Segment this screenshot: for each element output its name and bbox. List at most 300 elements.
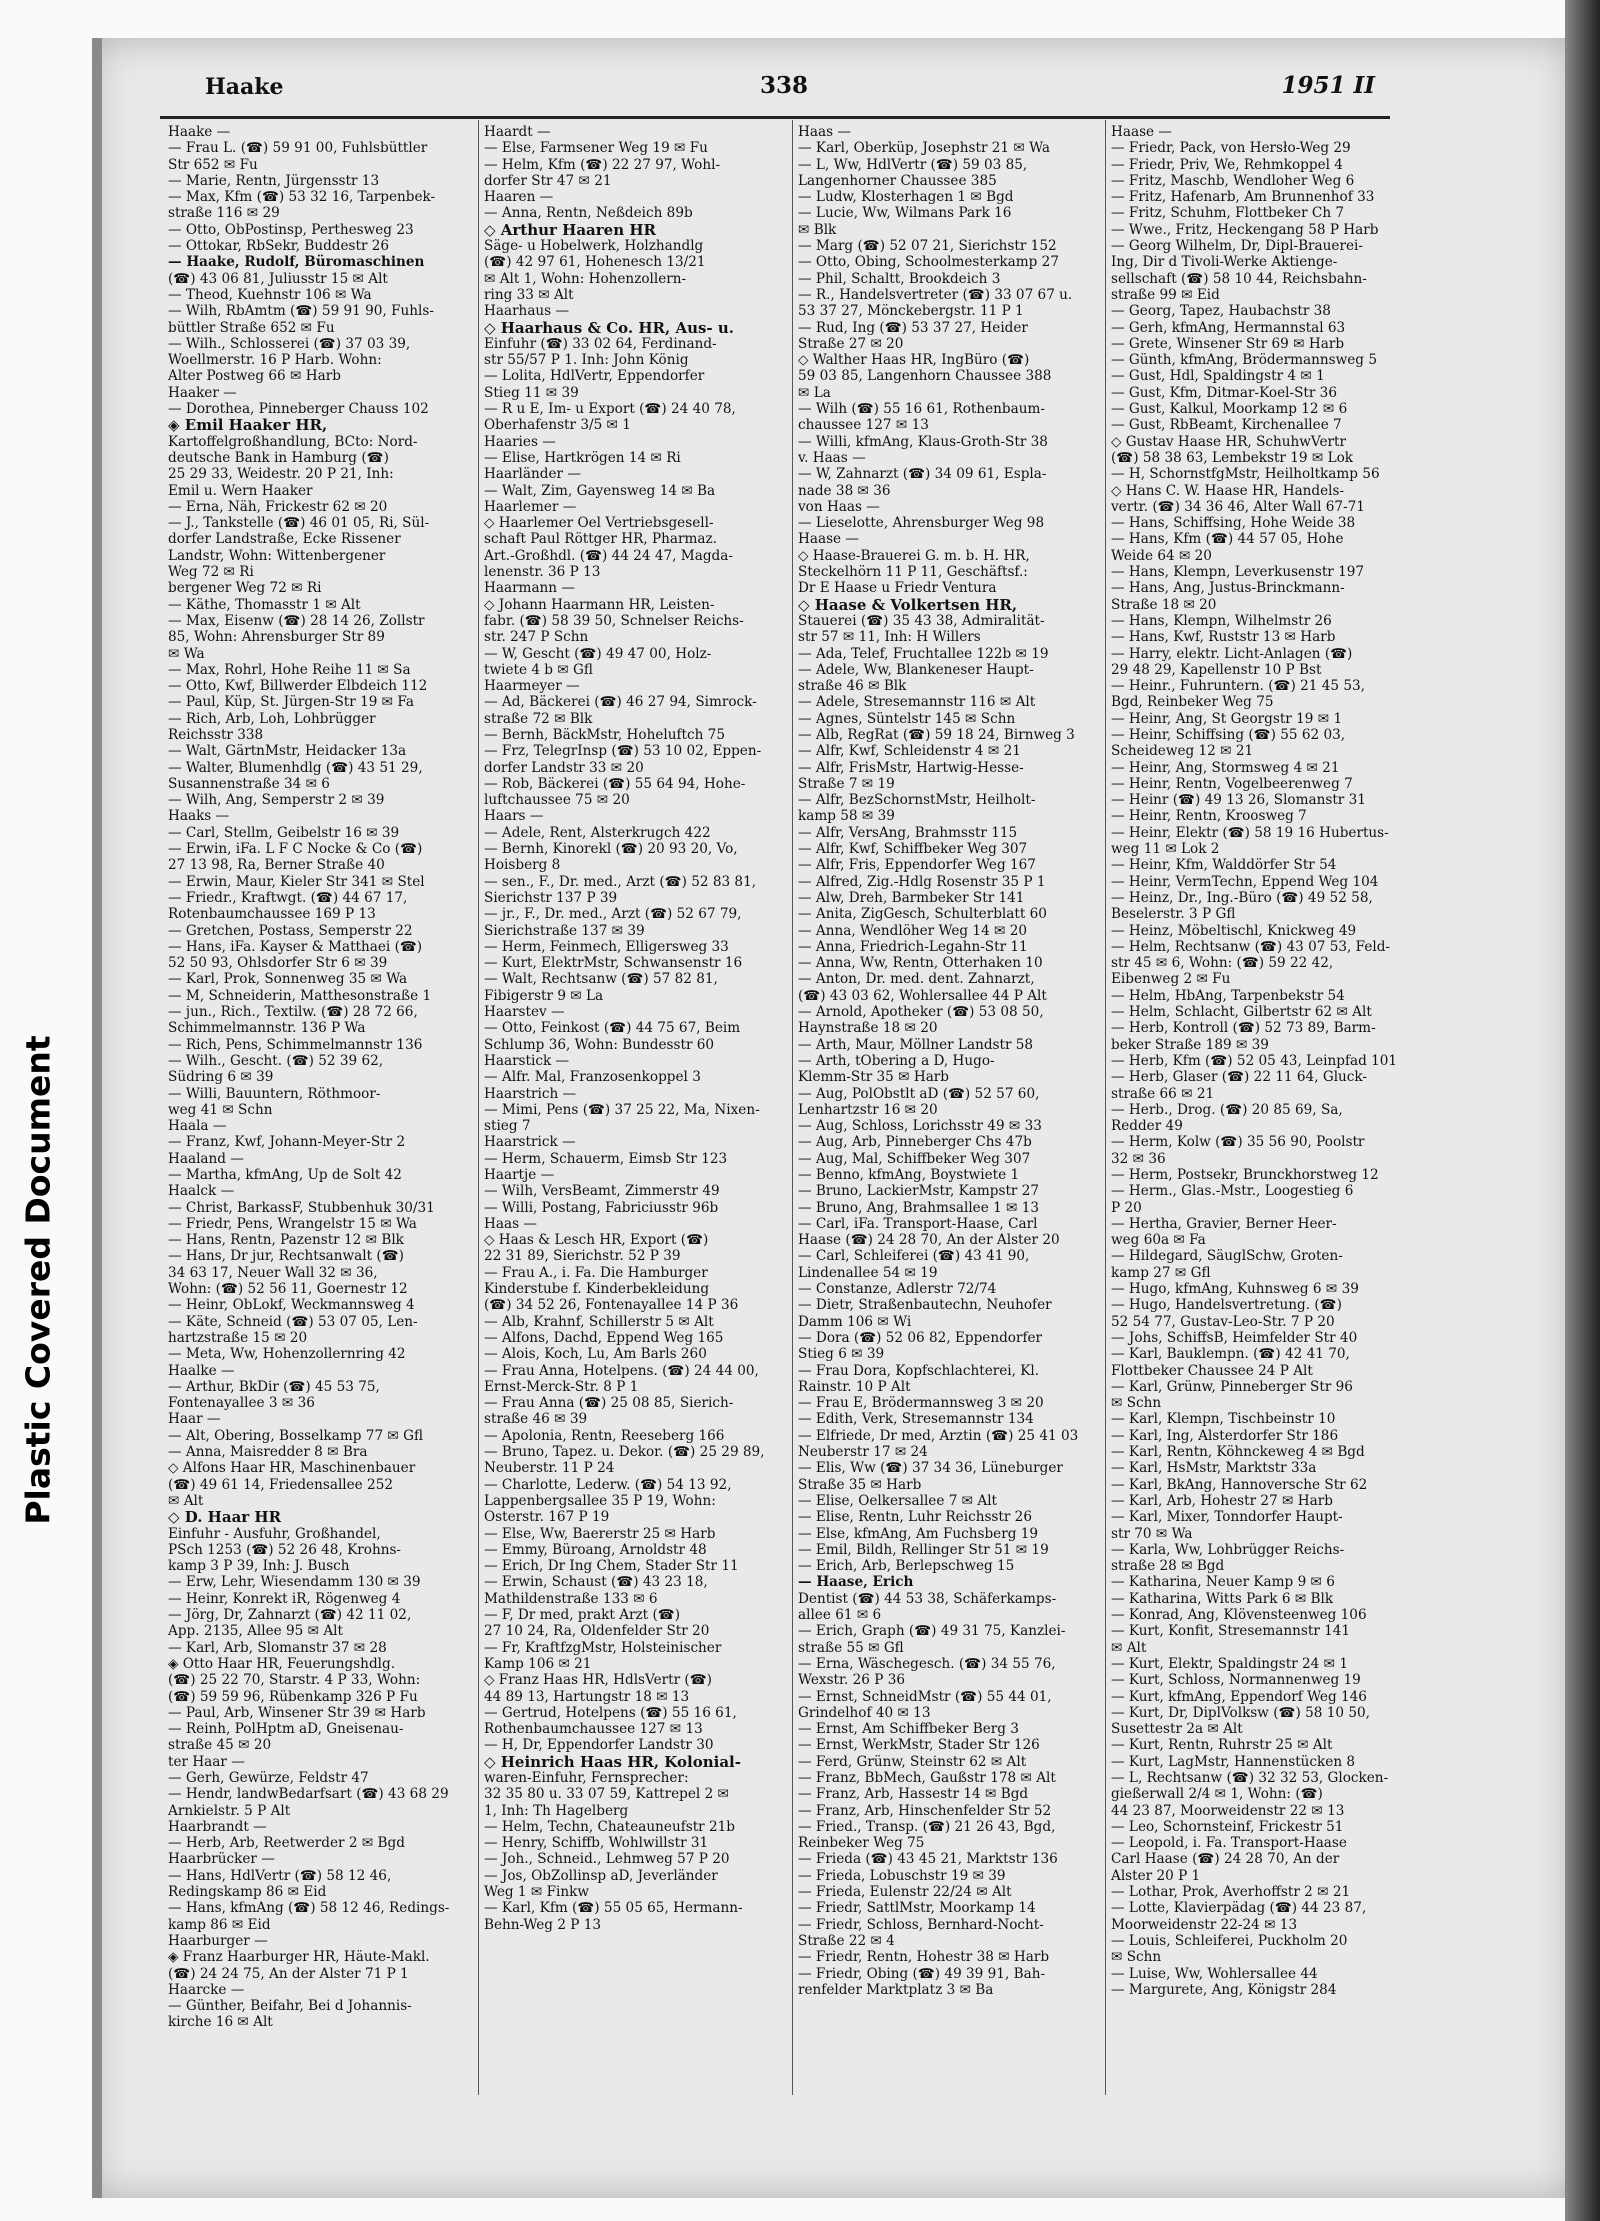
- directory-entry: Haarhaus —: [484, 303, 570, 320]
- directory-entry: — Max, Rohrl, Hohe Reihe 11 ✉ Sa: [168, 661, 411, 678]
- directory-entry: — Hans, Ang, Justus-Brinckmann-: [1111, 580, 1345, 597]
- directory-entry: — Heinr, ObLokf, Weckmannsweg 4: [168, 1297, 415, 1314]
- entry-continuation-line: Dentist (☎) 44 53 38, Schäferkamps-: [798, 1590, 1057, 1607]
- year-text: 1951: [1281, 72, 1346, 99]
- entry-continuation-line: 29 48 29, Kapellenstr 10 P Bst: [1111, 661, 1322, 678]
- directory-entry: — Karl, Bauklempn. (☎) 42 41 70,: [1111, 1346, 1350, 1363]
- entry-continuation-line: fabr. (☎) 58 39 50, Schnelser Reichs-: [484, 612, 744, 629]
- directory-entry: — Karl, Arb, Hohestr 27 ✉ Harb: [1111, 1492, 1333, 1509]
- directory-entry: — Hans, HdlVertr (☎) 58 12 46,: [168, 1867, 392, 1884]
- entry-continuation-line: (☎) 43 06 81, Juliusstr 15 ✉ Alt: [168, 270, 388, 287]
- directory-entry: — Wilh., Gescht. (☎) 52 39 62,: [168, 1052, 384, 1069]
- directory-entry: — Heinr (☎) 49 13 26, Slomanstr 31: [1111, 792, 1366, 809]
- entry-continuation-line: (☎) 42 97 61, Hohenesch 13/21: [484, 254, 706, 271]
- entry-continuation-line: renfelder Marktplatz 3 ✉ Ba: [798, 1981, 994, 1998]
- entry-continuation-line: Kamp 106 ✉ 21: [484, 1655, 592, 1672]
- directory-entry: — Karl, HsMstr, Marktstr 33a: [1111, 1460, 1317, 1477]
- directory-entry: ◇ Johann Haarmann HR, Leisten-: [484, 596, 715, 613]
- directory-entry: Haarmeyer —: [484, 678, 580, 695]
- directory-entry: — Else, kfmAng, Am Fuchsberg 19: [798, 1525, 1039, 1542]
- directory-entry: — Gerh, Gewürze, Feldstr 47: [168, 1769, 369, 1786]
- directory-entry: Haas —: [798, 124, 851, 140]
- directory-entry: — Haake, Rudolf, Büromaschinen: [168, 254, 425, 271]
- directory-entry: — Joh., Schneid., Lehmweg 57 P 20: [484, 1851, 730, 1868]
- entry-continuation-line: 44 89 13, Hartungstr 18 ✉ 13: [484, 1688, 690, 1705]
- directory-entry: — Hans, Schiffsing, Hohe Weide 38: [1111, 515, 1356, 532]
- entry-continuation-line: straße 46 ✉ Blk: [798, 678, 907, 695]
- directory-entry: Haase —: [1111, 124, 1172, 140]
- directory-entry: — Aug, Mal, Schiffbeker Weg 307: [798, 1150, 1031, 1167]
- directory-entry: — Franz, Kwf, Johann-Meyer-Str 2: [168, 1134, 406, 1151]
- directory-entry: — Bruno, Ang, Brahmsallee 1 ✉ 13: [798, 1199, 1040, 1216]
- directory-entry: — Jos, ObZollinsp aD, Jeverländer: [484, 1867, 718, 1884]
- directory-entry: — Alfr, VersAng, Brahmsstr 115: [798, 824, 1018, 841]
- directory-entry: — Georg, Tapez, Haubachstr 38: [1111, 303, 1331, 320]
- directory-entry: — Kurt, kfmAng, Eppendorf Weg 146: [1111, 1688, 1367, 1705]
- entry-continuation-line: Rothenbaumchaussee 127 ✉ 13: [484, 1721, 703, 1738]
- directory-entry: — Herm., Glas.-Mstr., Loogestieg 6: [1111, 1183, 1354, 1200]
- directory-entry: — Walt, Zim, Gayensweg 14 ✉ Ba: [484, 482, 716, 499]
- directory-entry: ◈ Otto Haar HR, Feuerungshdlg.: [168, 1655, 396, 1672]
- entry-continuation-line: Steckelhörn 11 P 11, Geschäftsf.:: [798, 564, 1028, 581]
- directory-entry: — Phil, Schaltt, Brookdeich 3: [798, 270, 1001, 287]
- directory-entry: — Agnes, Süntelstr 145 ✉ Schn: [798, 710, 1016, 727]
- directory-entry: — Katharina, Witts Park 6 ✉ Blk: [1111, 1590, 1334, 1607]
- directory-entry: — Jörg, Dr, Zahnarzt (☎) 42 11 02,: [168, 1607, 412, 1624]
- directory-entry: — Otto, ObPostinsp, Perthesweg 23: [168, 221, 414, 238]
- entry-continuation-line: büttler Straße 652 ✉ Fu: [168, 319, 335, 336]
- directory-entry: — Karl, BkAng, Hannoversche Str 62: [1111, 1476, 1368, 1493]
- directory-entry: — Erna, Wäschegesch. (☎) 34 55 76,: [798, 1655, 1056, 1672]
- directory-entry: — Katharina, Neuer Kamp 9 ✉ 6: [1111, 1574, 1335, 1591]
- directory-entry: — Arthur, BkDir (☎) 45 53 75,: [168, 1378, 380, 1395]
- directory-entry: — Louis, Schleiferei, Puckholm 20: [1111, 1932, 1348, 1949]
- directory-entry: — Grete, Winsener Str 69 ✉ Harb: [1111, 335, 1345, 352]
- directory-entry: — Mimi, Pens (☎) 37 25 22, Ma, Nixen-: [484, 1101, 760, 1118]
- directory-entry: — Lothar, Prok, Averhoffstr 2 ✉ 21: [1111, 1884, 1351, 1901]
- entry-continuation-line: PSch 1253 (☎) 52 26 48, Krohns-: [168, 1541, 402, 1558]
- directory-entry: — H, Dr, Eppendorfer Landstr 30: [484, 1737, 714, 1754]
- directory-entry: — Alfr, Kwf, Schleidenstr 4 ✉ 21: [798, 743, 1021, 760]
- entry-continuation-line: Kinderstube f. Kinderbekleidung: [484, 1281, 710, 1298]
- directory-entry: — Kurt, LagMstr, Hannenstücken 8: [1111, 1753, 1356, 1770]
- directory-entry: — Kurt, Schloss, Normannenweg 19: [1111, 1672, 1361, 1689]
- entry-continuation-line: 25 29 33, Weidestr. 20 P 21, Inh:: [168, 466, 394, 483]
- directory-entry: — Ada, Telef, Fruchtallee 122b ✉ 19: [798, 645, 1049, 662]
- directory-entry: — L, Rechtsanw (☎) 32 32 53, Glocken-: [1111, 1769, 1389, 1786]
- directory-entry: — Herb, Glaser (☎) 22 11 64, Gluck-: [1111, 1069, 1368, 1086]
- directory-entry: — Friedr, Obing (☎) 49 39 91, Bah-: [798, 1965, 1046, 1982]
- directory-entry: — W, Zahnarzt (☎) 34 09 61, Espla-: [798, 466, 1047, 483]
- entry-continuation-line: Eibenweg 2 ✉ Fu: [1111, 971, 1231, 988]
- entry-continuation-line: Stauerei (☎) 35 43 38, Admiralität-: [798, 612, 1045, 629]
- directory-entry: — R u E, Im- u Export (☎) 24 40 78,: [484, 401, 736, 418]
- entry-continuation-line: Landstr, Wohn: Wittenbergener: [168, 547, 386, 564]
- entry-continuation-line: Beselerstr. 3 P Gfl: [1111, 906, 1236, 923]
- entry-continuation-line: Art.-Großhdl. (☎) 44 24 47, Magda-: [484, 547, 733, 564]
- entry-continuation-line: chaussee 127 ✉ 13: [798, 417, 929, 434]
- directory-entry: — Hans, iFa. Kayser & Matthaei (☎): [168, 938, 423, 955]
- entry-continuation-line: kamp 58 ✉ 39: [798, 808, 895, 825]
- entry-continuation-line: straße 66 ✉ 21: [1111, 1085, 1215, 1102]
- entry-continuation-line: Susannenstraße 34 ✉ 6: [168, 775, 330, 792]
- entry-continuation-line: Redder 49: [1111, 1118, 1183, 1135]
- directory-entry: — Alfr, Fris, Eppendorfer Weg 167: [798, 857, 1036, 874]
- directory-entry: — Anna, Ww, Rentn, Otterhaken 10: [798, 955, 1043, 972]
- entry-continuation-line: (☎) 25 22 70, Starstr. 4 P 33, Wohn:: [168, 1672, 421, 1689]
- directory-entry: — Elis, Ww (☎) 37 34 36, Lüneburger: [798, 1460, 1063, 1477]
- directory-entry: — Karl, Grünw, Pinneberger Str 96: [1111, 1378, 1353, 1395]
- entry-continuation-line: (☎) 43 03 62, Wohlersallee 44 P Alt: [798, 987, 1047, 1004]
- entry-continuation-line: ✉ Schn: [1111, 1949, 1162, 1966]
- directory-entry: — Dietr, Straßenbautechn, Neuhofer: [798, 1297, 1052, 1314]
- entry-continuation-line: weg 60a ✉ Fa: [1111, 1232, 1206, 1249]
- directory-entry: — Helm, HbAng, Tarpenbekstr 54: [1111, 987, 1345, 1004]
- entry-continuation-line: Haynstraße 18 ✉ 20: [798, 1020, 938, 1037]
- entry-continuation-line: beker Straße 189 ✉ 39: [1111, 1036, 1269, 1053]
- directory-entry: — Alfr. Mal, Franzosenkoppel 3: [484, 1069, 701, 1086]
- directory-entry: — Aug, Schloss, Lorichsstr 49 ✉ 33: [798, 1118, 1042, 1135]
- directory-entry: Haarländer —: [484, 466, 581, 483]
- directory-entry: — Arth, Maur, Möllner Landstr 58: [798, 1036, 1034, 1053]
- directory-entry: — Frau E, Brödermannsweg 3 ✉ 20: [798, 1395, 1044, 1412]
- directory-entry: — Otto, Feinkost (☎) 44 75 67, Beim: [484, 1020, 741, 1037]
- entry-continuation-line: 32 ✉ 36: [1111, 1150, 1166, 1167]
- directory-entry: — Heinr, Ang, Stormsweg 4 ✉ 21: [1111, 759, 1340, 776]
- directory-entry: — Anita, ZigGesch, Schulterblatt 60: [798, 906, 1047, 923]
- directory-entry: — Carl, Schleiferei (☎) 43 41 90,: [798, 1248, 1030, 1265]
- directory-entry: — Heinr., Fuhruntern. (☎) 21 45 53,: [1111, 678, 1365, 695]
- entry-continuation-line: ✉ Blk: [798, 221, 837, 238]
- directory-entry: — Ottokar, RbSekr, Buddestr 26: [168, 238, 390, 255]
- entry-continuation-line: luftchaussee 75 ✉ 20: [484, 792, 630, 809]
- entry-continuation-line: twiete 4 b ✉ Gfl: [484, 661, 593, 678]
- directory-entry: — Hans, Kfm (☎) 44 57 05, Hohe: [1111, 531, 1344, 548]
- directory-entry: — Alb, RegRat (☎) 59 18 24, Birnweg 3: [798, 726, 1075, 743]
- directory-entry: — Franz, Arb, Hinschenfelder Str 52: [798, 1802, 1052, 1819]
- directory-entry: — Kurt, ElektrMstr, Schwansenstr 16: [484, 955, 743, 972]
- directory-entry: — W, Gescht (☎) 49 47 00, Holz-: [484, 645, 712, 662]
- entry-continuation-line: Reinbeker Weg 75: [798, 1835, 925, 1852]
- directory-entry: — Willi, Bauuntern, Röthmoor-: [168, 1085, 381, 1102]
- directory-entry: Haarlemer —: [484, 498, 577, 515]
- directory-entry: — Gretchen, Postass, Semperstr 22: [168, 922, 413, 939]
- directory-entry: — Frieda, Lobuschstr 19 ✉ 39: [798, 1867, 1006, 1884]
- directory-entry: — Wwe., Fritz, Heckengang 58 P Harb: [1111, 221, 1379, 238]
- directory-entry: — Karl, Rentn, Köhnckeweg 4 ✉ Bgd: [1111, 1444, 1365, 1461]
- directory-entry: Haaks —: [168, 808, 230, 825]
- directory-entry: — Herb, Arb, Reetwerder 2 ✉ Bgd: [168, 1835, 405, 1852]
- directory-entry: Haar —: [168, 1411, 221, 1428]
- entry-continuation-line: Sierichstraße 137 ✉ 39: [484, 922, 645, 939]
- directory-entry: — Frieda (☎) 43 45 21, Marktstr 136: [798, 1851, 1058, 1868]
- entry-continuation-line: Stieg 6 ✉ 39: [798, 1346, 885, 1363]
- directory-entry: — Frau Anna (☎) 25 08 85, Sierich-: [484, 1395, 734, 1412]
- directory-entry: v. Haas —: [798, 449, 866, 466]
- directory-entry: — Walt, GärtnMstr, Heidacker 13a: [168, 743, 407, 760]
- header-first-name: Haake: [205, 74, 284, 100]
- directory-entry: — Erich, Graph (☎) 49 31 75, Kanzlei-: [798, 1623, 1066, 1640]
- directory-entry: — Edith, Verk, Stresemannstr 134: [798, 1411, 1034, 1428]
- directory-entry: — Herb, Kontroll (☎) 52 73 89, Barm-: [1111, 1020, 1376, 1037]
- directory-entry: — Martha, kfmAng, Up de Solt 42: [168, 1167, 402, 1183]
- directory-entry: — Karl, Mixer, Tonndorfer Haupt-: [1111, 1509, 1343, 1526]
- directory-entry: — Elise, Hartkrögen 14 ✉ Ri: [484, 449, 681, 466]
- directory-entry: Haarcke —: [168, 1981, 245, 1998]
- directory-entry: Haarstrick —: [484, 1134, 576, 1151]
- directory-entry: — Lucie, Ww, Wilmans Park 16: [798, 205, 1012, 222]
- entry-continuation-line: Bgd, Reinbeker Weg 75: [1111, 694, 1274, 711]
- directory-entry: — Karl, Ing, Alsterdorfer Str 186: [1111, 1427, 1339, 1444]
- entry-continuation-line: Wexstr. 26 P 36: [798, 1672, 906, 1689]
- directory-entry: — Walt, Rechtsanw (☎) 57 82 81,: [484, 971, 718, 988]
- directory-entry: — Herb, Kfm (☎) 52 05 43, Leinpfad 101: [1111, 1052, 1398, 1069]
- entry-continuation-line: str 57 ✉ 11, Inh: H Willers: [798, 629, 981, 646]
- directory-entry: Haarbrücker —: [168, 1851, 275, 1868]
- directory-column-3: [798, 124, 1098, 1998]
- entry-continuation-line: Einfuhr (☎) 33 02 64, Ferdinand-: [484, 335, 717, 352]
- directory-entry: — Walter, Blumenhdlg (☎) 43 51 29,: [168, 759, 423, 776]
- entry-continuation-line: Stieg 11 ✉ 39: [484, 384, 579, 401]
- entry-continuation-line: Sierichstr 137 P 39: [484, 889, 618, 906]
- directory-column-4: [1111, 124, 1411, 1998]
- entry-continuation-line: 44 23 87, Moorweidenstr 22 ✉ 13: [1111, 1802, 1345, 1819]
- directory-entry: — Heinr, Rentn, Kroosweg 7: [1111, 808, 1307, 825]
- entry-continuation-line: allee 61 ✉ 6: [798, 1607, 882, 1624]
- directory-entry: — Frau A., i. Fa. Die Hamburger: [484, 1264, 708, 1281]
- directory-entry: — Frau L. (☎) 59 91 00, Fuhlsbüttler: [168, 140, 428, 157]
- directory-entry: — Alfr, FrisMstr, Hartwig-Hesse-: [798, 759, 1024, 776]
- directory-entry: — Ferd, Grünw, Steinstr 62 ✉ Alt: [798, 1753, 1027, 1770]
- directory-entry: — Bruno, LackierMstr, Kampstr 27: [798, 1183, 1040, 1200]
- directory-entry: — Erich, Arb, Berlepschweg 15: [798, 1558, 1015, 1575]
- entry-continuation-line: 27 10 24, Ra, Oldenfelder Str 20: [484, 1623, 710, 1640]
- directory-entry: — Herb., Drog. (☎) 20 85 69, Sa,: [1111, 1101, 1343, 1118]
- entry-continuation-line: 59 03 85, Langenhorn Chaussee 388: [798, 368, 1052, 385]
- entry-continuation-line: Carl Haase (☎) 24 28 70, An der: [1111, 1851, 1340, 1868]
- entry-continuation-line: straße 55 ✉ Gfl: [798, 1639, 904, 1656]
- page-gutter-shadow: [92, 38, 102, 2198]
- entry-continuation-line: weg 11 ✉ Lok 2: [1111, 841, 1220, 858]
- directory-entry: — Hans, Rentn, Pazenstr 12 ✉ Blk: [168, 1232, 404, 1249]
- entry-continuation-line: straße 28 ✉ Bgd: [1111, 1558, 1225, 1575]
- directory-entry: — Frau Dora, Kopfschlachterei, Kl.: [798, 1362, 1040, 1379]
- directory-column-2: [484, 124, 784, 1933]
- plastic-covered-label-text: Plastic Covered Document: [18, 1035, 58, 1525]
- directory-entry: — Hans, Klempn, Leverkusenstr 197: [1111, 564, 1365, 581]
- directory-entry: Haaland —: [168, 1150, 244, 1167]
- directory-entry: — Ernst, WerkMstr, Stader Str 126: [798, 1737, 1040, 1754]
- directory-entry: — Lotte, Klavierpädag (☎) 44 23 87,: [1111, 1900, 1367, 1917]
- directory-entry: Haaries —: [484, 433, 556, 450]
- directory-entry: — Heinr, Kfm, Walddörfer Str 54: [1111, 857, 1337, 874]
- directory-entry: — Helm, Rechtsanw (☎) 43 07 53, Feld-: [1111, 938, 1391, 955]
- directory-entry: — Hildegard, SäuglSchw, Groten-: [1111, 1248, 1343, 1265]
- directory-entry: ◇ Walther Haas HR, IngBüro (☎): [798, 352, 1030, 369]
- entry-continuation-line: App. 2135, Allee 95 ✉ Alt: [168, 1623, 343, 1640]
- entry-continuation-line: Woellmerstr. 16 P Harb. Wohn:: [168, 352, 382, 369]
- directory-entry: — Anna, Wendlöher Weg 14 ✉ 20: [798, 922, 1028, 939]
- entry-continuation-line: ✉ Schn: [1111, 1395, 1162, 1412]
- directory-entry: — Karla, Ww, Lohbrügger Reichs-: [1111, 1541, 1345, 1558]
- entry-continuation-line: ring 33 ✉ Alt: [484, 286, 574, 303]
- directory-entry: — Leo, Schornsteinf, Frickestr 51: [1111, 1818, 1344, 1835]
- directory-entry: Haas —: [484, 1215, 537, 1232]
- directory-entry: — Friedr, Priv, We, Rehmkoppel 4: [1111, 156, 1343, 173]
- directory-entry: — jr., F., Dr. med., Arzt (☎) 52 67 79,: [484, 906, 742, 923]
- directory-entry: — Constanze, Adlerstr 72/74: [798, 1281, 997, 1298]
- directory-entry: — Anna, Friedrich-Legahn-Str 11: [798, 938, 1028, 955]
- directory-entry: ◇ Alfons Haar HR, Maschinenbauer: [168, 1460, 416, 1477]
- directory-entry: — Adele, Stresemannstr 116 ✉ Alt: [798, 694, 1036, 711]
- entry-continuation-line: Osterstr. 167 P 19: [484, 1509, 610, 1526]
- directory-entry: — Franz, BbMech, Gaußstr 178 ✉ Alt: [798, 1769, 1056, 1786]
- entry-continuation-line: Str 652 ✉ Fu: [168, 156, 258, 173]
- directory-entry: — Ludw, Klosterhagen 1 ✉ Bgd: [798, 189, 1014, 206]
- directory-entry: — Arnold, Apotheker (☎) 53 08 50,: [798, 1004, 1044, 1021]
- directory-entry: — Else, Ww, Baererstr 25 ✉ Harb: [484, 1525, 716, 1542]
- directory-entry: — Karl, Klempn, Tischbeinstr 10: [1111, 1411, 1336, 1428]
- directory-entry: ◇ Haarlemer Oel Vertriebsgesell-: [484, 515, 714, 532]
- directory-entry: — Helm, Techn, Chateauneufstr 21b: [484, 1818, 735, 1835]
- entry-continuation-line: Straße 22 ✉ 4: [798, 1932, 895, 1949]
- directory-entry: — Heinz, Möbeltischl, Knickweg 49: [1111, 922, 1357, 939]
- directory-entry: — Rich, Arb, Loh, Lohbrügger: [168, 710, 376, 727]
- directory-entry: ◇ Haase & Volkertsen HR,: [798, 596, 1018, 613]
- entry-continuation-line: ✉ Alt 1, Wohn: Hohenzollern-: [484, 270, 687, 287]
- directory-entry: — Hans, Dr jur, Rechtsanwalt (☎): [168, 1248, 404, 1265]
- entry-continuation-line: Lenhartzstr 16 ✉ 20: [798, 1101, 938, 1118]
- entry-continuation-line: Säge- u Hobelwerk, Holzhandlg: [484, 238, 704, 255]
- directory-entry: — Gerh, kfmAng, Hermannstal 63: [1111, 319, 1346, 336]
- entry-continuation-line: (☎) 58 38 63, Lembekstr 19 ✉ Lok: [1111, 449, 1354, 466]
- directory-entry: Haardt —: [484, 124, 551, 140]
- entry-continuation-line: dorfer Landstr 33 ✉ 20: [484, 759, 644, 776]
- entry-continuation-line: kamp 3 P 39, Inh: J. Busch: [168, 1558, 350, 1575]
- directory-entry: ◇ Haarhaus & Co. HR, Aus- u.: [484, 319, 735, 336]
- directory-entry: — Hertha, Gravier, Berner Heer-: [1111, 1215, 1337, 1232]
- directory-entry: — Erich, Dr Ing Chem, Stader Str 11: [484, 1558, 739, 1575]
- directory-entry: — Carl, Stellm, Geibelstr 16 ✉ 39: [168, 824, 400, 841]
- directory-entry: — Bruno, Tapez. u. Dekor. (☎) 25 29 89,: [484, 1444, 765, 1461]
- directory-entry: — Emmy, Büroang, Arnoldstr 48: [484, 1541, 707, 1558]
- directory-entry: — Friedr, Rentn, Hohestr 38 ✉ Harb: [798, 1949, 1050, 1966]
- directory-entry: — Bernh, BäckMstr, Hoheluftch 75: [484, 726, 725, 743]
- directory-entry: — Karl, Kfm (☎) 55 05 65, Hermann-: [484, 1900, 743, 1917]
- directory-entry: — Franz, Arb, Hassestr 14 ✉ Bgd: [798, 1786, 1029, 1803]
- directory-entry: — Willi, Postang, Fabriciusstr 96b: [484, 1199, 719, 1216]
- entry-continuation-line: ✉ Alt: [168, 1492, 204, 1509]
- entry-continuation-line: (☎) 49 61 14, Friedensallee 252: [168, 1476, 393, 1493]
- directory-entry: — Frz, TelegrInsp (☎) 53 10 02, Eppen-: [484, 743, 762, 760]
- directory-entry: — Meta, Ww, Hohenzollernring 42: [168, 1346, 406, 1363]
- entry-continuation-line: Weg 72 ✉ Ri: [168, 564, 254, 581]
- directory-entry: — Harry, elektr. Licht-Anlagen (☎): [1111, 645, 1353, 662]
- directory-entry: — Erna, Näh, Frickestr 62 ✉ 20: [168, 498, 388, 515]
- entry-continuation-line: Weg 1 ✉ Finkw: [484, 1884, 590, 1901]
- entry-continuation-line: Dr E Haase u Friedr Ventura: [798, 580, 997, 597]
- entry-continuation-line: Reichsstr 338: [168, 726, 264, 743]
- entry-continuation-line: straße 46 ✉ 39: [484, 1411, 588, 1428]
- entry-continuation-line: Emil u. Wern Haaker: [168, 482, 313, 499]
- entry-continuation-line: Schimmelmannstr. 136 P Wa: [168, 1020, 366, 1037]
- directory-entry: — J., Tankstelle (☎) 46 01 05, Ri, Sül-: [168, 515, 430, 532]
- directory-entry: Haase —: [798, 531, 859, 548]
- entry-continuation-line: ✉ La: [798, 384, 831, 401]
- entry-continuation-line: Scheideweg 12 ✉ 21: [1111, 743, 1254, 760]
- entry-continuation-line: Lindenallee 54 ✉ 19: [798, 1264, 938, 1281]
- directory-entry: — Alfr, BezSchornstMstr, Heilholt-: [798, 792, 1036, 809]
- directory-entry: — Else, Farmsener Weg 19 ✉ Fu: [484, 140, 708, 157]
- directory-entry: — Frau Anna, Hotelpens. (☎) 24 44 00,: [484, 1362, 759, 1379]
- directory-entry: Haarburger —: [168, 1932, 268, 1949]
- directory-entry: — Alois, Koch, Lu, Am Barls 260: [484, 1346, 707, 1363]
- entry-continuation-line: Fontenayallee 3 ✉ 36: [168, 1395, 315, 1412]
- directory-entry: — Wilh, VersBeamt, Zimmerstr 49: [484, 1183, 720, 1200]
- entry-continuation-line: ✉ Alt: [1111, 1639, 1147, 1656]
- entry-continuation-line: Neuberstr 17 ✉ 24: [798, 1444, 928, 1461]
- directory-entry: — Günther, Beifahr, Bei d Johannis-: [168, 1998, 412, 2015]
- directory-entry: Haartje —: [484, 1167, 555, 1183]
- entry-continuation-line: gießerwall 2/4 ✉ 1, Wohn: (☎): [1111, 1786, 1323, 1803]
- directory-entry: Haaker —: [168, 384, 237, 401]
- directory-entry: — Wilh (☎) 55 16 61, Rothenbaum-: [798, 401, 1045, 418]
- directory-entry: Haalke —: [168, 1362, 235, 1379]
- directory-entry: — Aug, PolObstlt aD (☎) 52 57 60,: [798, 1085, 1040, 1102]
- entry-continuation-line: Langenhorner Chaussee 385: [798, 172, 997, 189]
- directory-entry: — Alfred, Zig.-Hdlg Rosenstr 35 P 1: [798, 873, 1046, 890]
- directory-entry: ◈ Emil Haaker HR,: [168, 417, 328, 434]
- directory-entry: — Max, Kfm (☎) 53 32 16, Tarpenbek-: [168, 189, 436, 206]
- directory-entry: — Alfons, Dachd, Eppend Weg 165: [484, 1329, 724, 1346]
- entry-continuation-line: Behn-Weg 2 P 13: [484, 1916, 602, 1933]
- directory-entry: — Apolonia, Rentn, Reeseberg 166: [484, 1427, 725, 1444]
- entry-continuation-line: dorfer Str 47 ✉ 21: [484, 172, 612, 189]
- directory-entry: — Wilh, Ang, Semperstr 2 ✉ 39: [168, 792, 385, 809]
- directory-entry: ◇ D. Haar HR: [168, 1509, 282, 1526]
- directory-entry: — Elise, Rentn, Luhr Reichsstr 26: [798, 1509, 1032, 1526]
- page-number: 338: [760, 72, 809, 99]
- directory-entry: — Hans, Kwf, Ruststr 13 ✉ Harb: [1111, 629, 1336, 646]
- entry-continuation-line: kamp 27 ✉ Gfl: [1111, 1264, 1211, 1281]
- directory-entry: Haars —: [484, 808, 544, 825]
- entry-continuation-line: Schlump 36, Wohn: Bundesstr 60: [484, 1036, 715, 1053]
- directory-entry: — Friedr, Pens, Wrangelstr 15 ✉ Wa: [168, 1215, 417, 1232]
- entry-continuation-line: Moorweidenstr 22-24 ✉ 13: [1111, 1916, 1298, 1933]
- entry-continuation-line: str 45 ✉ 6, Wohn: (☎) 59 22 42,: [1111, 955, 1334, 972]
- directory-entry: — Fr, KraftfzgMstr, Holsteinischer: [484, 1639, 722, 1656]
- entry-continuation-line: Oberhafenstr 3/5 ✉ 1: [484, 417, 631, 434]
- directory-entry: — Ad, Bäckerei (☎) 46 27 94, Simrock-: [484, 694, 757, 711]
- entry-continuation-line: 22 31 89, Sierichstr. 52 P 39: [484, 1248, 681, 1265]
- directory-entry: — Adele, Rent, Alsterkrugch 422: [484, 824, 711, 841]
- directory-entry: — Gust, Hdl, Spaldingstr 4 ✉ 1: [1111, 368, 1325, 385]
- directory-entry: — Heinr, VermTechn, Eppend Weg 104: [1111, 873, 1379, 890]
- directory-entry: — Hendr, landwBedarfsart (☎) 43 68 29: [168, 1786, 449, 1803]
- directory-entry: — Lolita, HdlVertr, Eppendorfer: [484, 368, 705, 385]
- directory-entry: — Marg (☎) 52 07 21, Sierichstr 152: [798, 238, 1057, 255]
- column-rule: [478, 120, 479, 2095]
- directory-entry: — Gust, Kalkul, Moorkamp 12 ✉ 6: [1111, 401, 1348, 418]
- directory-entry: — L, Ww, HdlVertr (☎) 59 03 85,: [798, 156, 1028, 173]
- directory-entry: — Christ, BarkassF, Stubbenhuk 30/31: [168, 1199, 435, 1216]
- entry-continuation-line: sellschaft (☎) 58 10 44, Reichsbahn-: [1111, 270, 1367, 287]
- directory-entry: — Dorothea, Pinneberger Chauss 102: [168, 401, 429, 418]
- entry-continuation-line: nade 38 ✉ 36: [798, 482, 891, 499]
- directory-entry: — Paul, Küp, St. Jürgen-Str 19 ✉ Fa: [168, 694, 415, 711]
- entry-continuation-line: stieg 7: [484, 1118, 531, 1135]
- entry-continuation-line: Fibigerstr 9 ✉ La: [484, 987, 604, 1004]
